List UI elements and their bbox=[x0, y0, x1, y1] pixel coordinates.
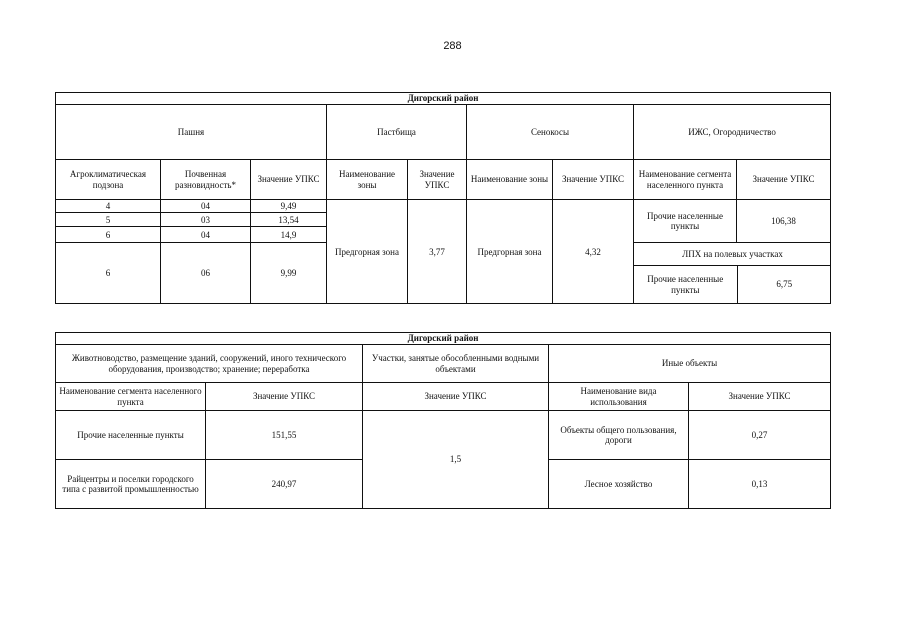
column-header-use-type: Наименование вида использования bbox=[549, 383, 689, 411]
cell-izhs-upks: 6,75 bbox=[737, 265, 831, 303]
cell-segment: Прочие населенные пункты bbox=[56, 411, 206, 460]
cell-senokosy-upks: 4,32 bbox=[553, 200, 634, 304]
column-header-upks: Значение УПКС bbox=[251, 160, 327, 200]
group-header-other: Иные объекты bbox=[549, 345, 831, 383]
column-header-upks: Значение УПКС bbox=[737, 160, 831, 200]
izhs-nested-table bbox=[634, 243, 831, 303]
column-header-zone: Наименование зоны bbox=[467, 160, 553, 200]
group-header-senokosy: Сенокосы bbox=[467, 105, 634, 160]
cell-upks: 9,99 bbox=[251, 243, 327, 304]
table-title: Дигорский район bbox=[56, 333, 831, 345]
column-header-upks: Значение УПКС bbox=[363, 383, 549, 411]
cell-use-type: Лесное хозяйство bbox=[549, 460, 689, 509]
cell-izhs-segment: Прочие населенные пункты bbox=[634, 200, 737, 243]
table-title: Дигорский район bbox=[56, 93, 831, 105]
cell-water-upks: 1,5 bbox=[363, 411, 549, 509]
cell-segment: Райцентры и поселки городского типа с развитой промышленностью bbox=[56, 460, 206, 509]
column-header-zone: Наименование зоны bbox=[327, 160, 408, 200]
cell-upks: 14,9 bbox=[251, 227, 327, 243]
cell-upks: 9,49 bbox=[251, 200, 327, 213]
column-header-upks: Значение УПКС bbox=[553, 160, 634, 200]
cell-use-upks: 0,13 bbox=[689, 460, 831, 509]
land-value-table-2 bbox=[55, 332, 831, 509]
izhs-sub-block bbox=[634, 243, 831, 304]
column-header-upks: Значение УПКС bbox=[408, 160, 467, 200]
cell-use-type: Объекты общего пользования, дороги bbox=[549, 411, 689, 460]
cell-soil: 04 bbox=[161, 227, 251, 243]
column-header-soil: Почвенная разновидность* bbox=[161, 160, 251, 200]
page-number: 288 bbox=[443, 40, 462, 52]
group-header-livestock: Животноводство, размещение зданий, сооружений, иного технического оборудования, производство; хранение; переработка bbox=[56, 345, 363, 383]
cell-agro: 4 bbox=[56, 200, 161, 213]
cell-pastbishcha-zone: Предгорная зона bbox=[327, 200, 408, 304]
group-header-pastbishcha: Пастбища bbox=[327, 105, 467, 160]
land-value-table-1 bbox=[55, 92, 831, 304]
cell-pastbishcha-upks: 3,77 bbox=[408, 200, 467, 304]
group-header-izhs: ИЖС, Огородничество bbox=[634, 105, 831, 160]
cell-soil: 03 bbox=[161, 213, 251, 227]
cell-agro: 6 bbox=[56, 227, 161, 243]
cell-agro: 6 bbox=[56, 243, 161, 304]
cell-senokosy-zone: Предгорная зона bbox=[467, 200, 553, 304]
cell-upks: 13,54 bbox=[251, 213, 327, 227]
cell-lph: ЛПХ на полевых участках bbox=[634, 243, 831, 265]
cell-soil: 04 bbox=[161, 200, 251, 213]
column-header-agro: Агроклиматическая подзона bbox=[56, 160, 161, 200]
cell-upks: 240,97 bbox=[206, 460, 363, 509]
group-header-water: Участки, занятые обособленными водными объектами bbox=[363, 345, 549, 383]
group-header-pashnya: Пашня bbox=[56, 105, 327, 160]
cell-upks: 151,55 bbox=[206, 411, 363, 460]
cell-agro: 5 bbox=[56, 213, 161, 227]
column-header-upks: Значение УПКС bbox=[206, 383, 363, 411]
cell-izhs-segment: Прочие населенные пункты bbox=[634, 265, 737, 303]
cell-use-upks: 0,27 bbox=[689, 411, 831, 460]
column-header-segment: Наименование сегмента населенного пункта bbox=[634, 160, 737, 200]
column-header-segment: Наименование сегмента населенного пункта bbox=[56, 383, 206, 411]
column-header-upks: Значение УПКС bbox=[689, 383, 831, 411]
cell-soil: 06 bbox=[161, 243, 251, 304]
cell-izhs-upks: 106,38 bbox=[737, 200, 831, 243]
